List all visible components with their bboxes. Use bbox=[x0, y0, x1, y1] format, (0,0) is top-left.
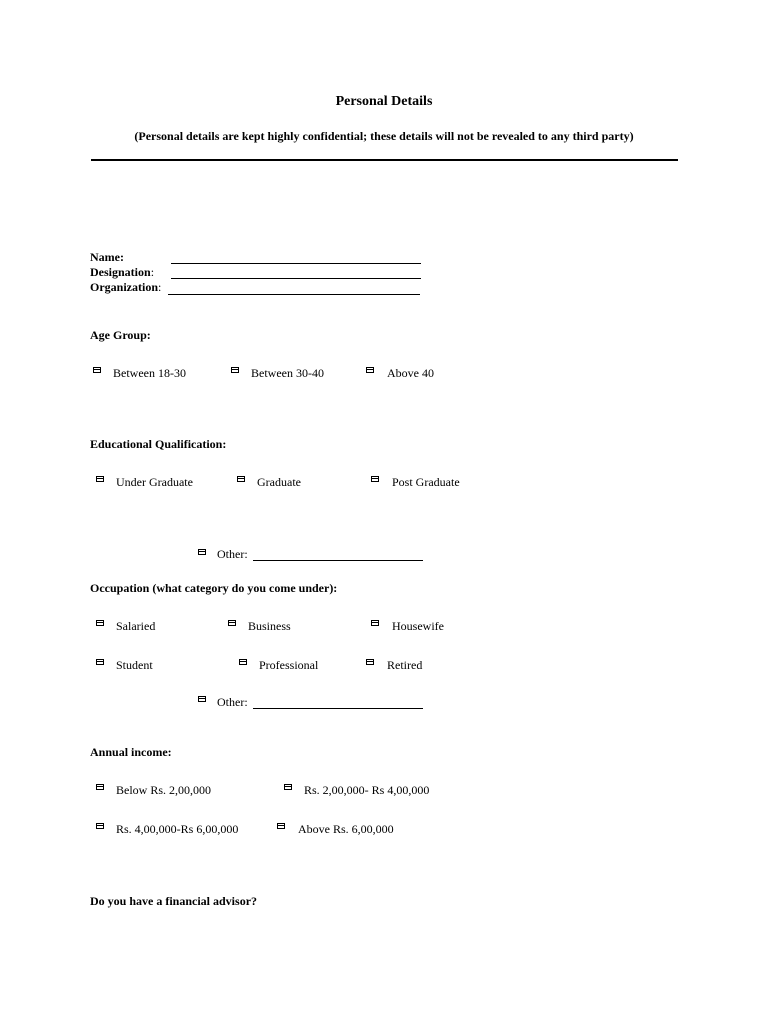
checkbox-occupation-other[interactable] bbox=[198, 696, 206, 702]
organization-field[interactable] bbox=[168, 283, 420, 295]
option-student: Student bbox=[116, 658, 153, 672]
option-income-4l-6l: Rs. 4,00,000-Rs 6,00,000 bbox=[116, 822, 239, 836]
option-age-18-30: Between 18-30 bbox=[113, 366, 186, 380]
option-housewife: Housewife bbox=[392, 619, 444, 633]
checkbox-professional[interactable] bbox=[239, 659, 247, 665]
option-age-above-40: Above 40 bbox=[387, 366, 434, 380]
checkbox-housewife[interactable] bbox=[371, 620, 379, 626]
checkbox-business[interactable] bbox=[228, 620, 236, 626]
checkbox-under-graduate[interactable] bbox=[96, 476, 104, 482]
option-income-below-2l: Below Rs. 2,00,000 bbox=[116, 783, 212, 797]
checkbox-education-other[interactable] bbox=[198, 549, 206, 555]
option-age-30-40: Between 30-40 bbox=[251, 366, 324, 380]
option-income-2l-4l: Rs. 2,00,000- Rs 4,00,000 bbox=[304, 783, 430, 797]
checkbox-age-above-40[interactable] bbox=[366, 367, 374, 373]
checkbox-income-above-6l[interactable] bbox=[277, 823, 285, 829]
checkbox-student[interactable] bbox=[96, 659, 104, 665]
checkbox-income-4l-6l[interactable] bbox=[96, 823, 104, 829]
designation-label: Designation: bbox=[90, 265, 155, 279]
education-heading: Educational Qualification: bbox=[90, 437, 227, 451]
name-label: Name: bbox=[90, 250, 124, 264]
checkbox-graduate[interactable] bbox=[237, 476, 245, 482]
option-graduate: Graduate bbox=[257, 475, 301, 489]
age-group-heading: Age Group: bbox=[90, 328, 151, 342]
confidentiality-note: (Personal details are kept highly confidential; these details will not be revealed to any third party) bbox=[134, 129, 634, 143]
option-salaried: Salaried bbox=[116, 619, 156, 633]
checkbox-income-below-2l[interactable] bbox=[96, 784, 104, 790]
education-other-label: Other: bbox=[217, 547, 248, 561]
occupation-heading: Occupation (what category do you come under): bbox=[90, 581, 338, 595]
option-business: Business bbox=[248, 619, 291, 633]
organization-label: Organization: bbox=[90, 280, 162, 294]
header-divider bbox=[91, 159, 678, 161]
option-retired: Retired bbox=[387, 658, 423, 672]
checkbox-post-graduate[interactable] bbox=[371, 476, 379, 482]
name-field[interactable] bbox=[171, 252, 421, 264]
checkbox-retired[interactable] bbox=[366, 659, 374, 665]
financial-advisor-question: Do you have a financial advisor? bbox=[90, 894, 258, 908]
education-other-field[interactable] bbox=[253, 549, 423, 561]
page-title: Personal Details bbox=[335, 94, 433, 109]
option-post-graduate: Post Graduate bbox=[392, 475, 460, 489]
option-under-graduate: Under Graduate bbox=[116, 475, 193, 489]
option-income-above-6l: Above Rs. 6,00,000 bbox=[298, 822, 394, 836]
occupation-other-label: Other: bbox=[217, 695, 248, 709]
occupation-other-field[interactable] bbox=[253, 697, 423, 709]
checkbox-age-18-30[interactable] bbox=[93, 367, 101, 373]
annual-income-heading: Annual income: bbox=[90, 745, 172, 759]
checkbox-income-2l-4l[interactable] bbox=[284, 784, 292, 790]
checkbox-age-30-40[interactable] bbox=[231, 367, 239, 373]
checkbox-salaried[interactable] bbox=[96, 620, 104, 626]
designation-field[interactable] bbox=[171, 267, 421, 279]
option-professional: Professional bbox=[259, 658, 319, 672]
